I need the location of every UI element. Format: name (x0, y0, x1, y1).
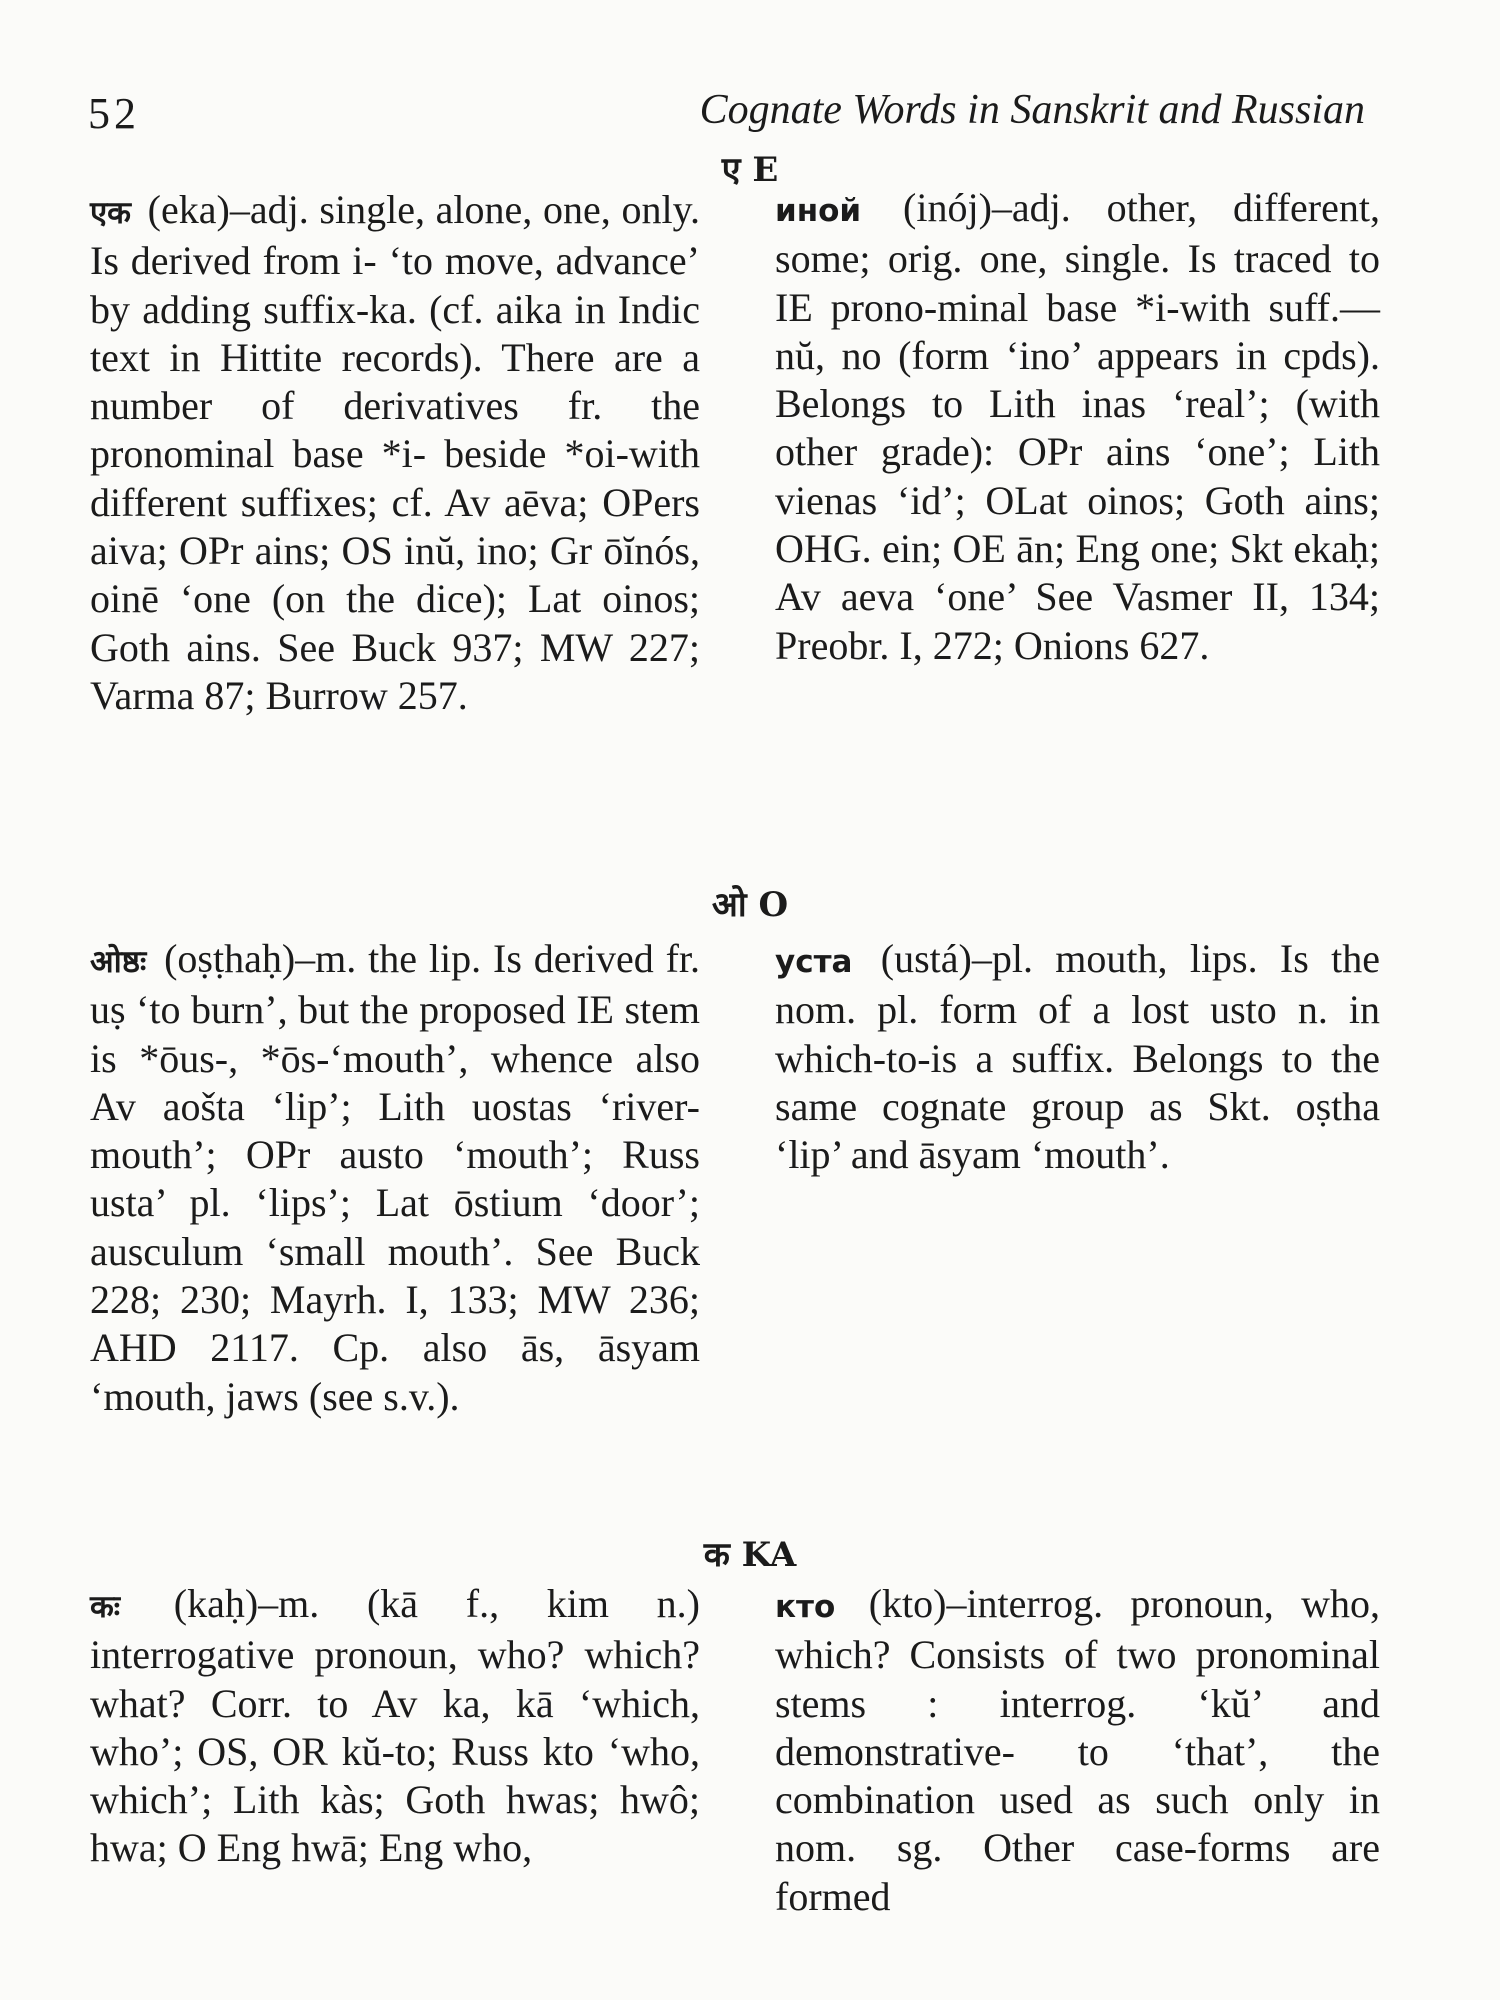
entry-eka (90, 186, 700, 720)
headword-kto: кто (775, 1589, 836, 1625)
section-heading-o: ओ O (711, 885, 789, 925)
entry-usta (775, 935, 1380, 1179)
definition-usta: (ustá)–pl. mouth, lips. Is the nom. pl. form of a lost usto n. in which-to-is a suffix. Belongs to the same cognate group as Skt. oṣtha ‘lip’ and āsyam ‘mouth’. (775, 936, 1380, 1178)
headword-osthah: ओष्ठः (90, 944, 147, 980)
entry-kah (90, 1580, 700, 1873)
section-heading-ka: क KA (703, 1535, 797, 1575)
headword-kah: कः (90, 1589, 121, 1625)
section-heading-e: ए E (721, 150, 779, 190)
headword-inoj: инoй (775, 193, 862, 229)
definition-eka: (eka)–adj. single, alone, one, only. Is derived from i- ‘to move, advance’ by adding suffix-ka. (cf. aika in Indic text in Hittite records). There are a number of derivatives fr. the pronominal base *i- beside *oi-with different suffixes; cf. Av aēva; OPers aiva; OPr ains; OS inŭ, ino; Gr ōĭnós, oinē ‘one (on the dice); Lat oinos; Goth ains. See Buck 937; MW 227; Varma 87; Burrow 257. (90, 187, 700, 718)
entry-inoj (775, 184, 1380, 670)
entry-osthah (90, 935, 700, 1421)
definition-inoj: (inój)–adj. other, different, some; orig. one, single. Is traced to IE prono-minal base *i-with suff.—nŭ, no (form ‘ino’ appears in cpds). Belongs to Lith inas ‘real’; (with other grade): OPr ains ‘one’; Lith vienas ‘id’; OLat oinos; Goth ains; OHG. ein; OE ān; Eng one; Skt ekaḥ; Av aeva ‘one’ See Vasmer II, 134; Preobr. I, 272; Onions 627. (775, 185, 1380, 668)
headword-eka: एक (90, 195, 131, 231)
page-number: 52 (88, 89, 140, 138)
entry-kto (775, 1580, 1380, 1921)
definition-kah: (kaḥ)–m. (kā f., kim n.) interrogative pronoun, who? which? what? Corr. to Av ka, kā ‘which, who’; OS, OR kŭ-to; Russ kto ‘who, which’; Lith kàs; Goth hwas; hwô; hwa; O Eng hwā; Eng who, (90, 1581, 701, 1871)
headword-usta: уста (775, 944, 853, 980)
definition-osthah: (oṣṭhaḥ)–m. the lip. Is derived fr. uṣ ‘to burn’, but the proposed IE stem is *ōus-, *ōs-‘mouth’, whence also Av aošta ‘lip’; Lith uostas ‘river-mouth’; OPr austo ‘mouth’; Russ usta’ pl. ‘lips’; Lat ōstium ‘door’; ausculum ‘small mouth’. See Buck 228; 230; Mayrh. I, 133; MW 236; AHD 2117. Cp. also ās, āsyam ‘mouth, jaws (see s.v.). (90, 936, 701, 1419)
running-title: Cognate Words in Sanskrit and Russian (699, 87, 1365, 133)
definition-kto: (kto)–interrog. pronoun, who, which? Consists of two pronominal stems : interrog. ‘kŭ’ and demonstrative- to ‘that’, the combination used as such only in nom. sg. Other case-forms are formed (775, 1581, 1380, 1919)
